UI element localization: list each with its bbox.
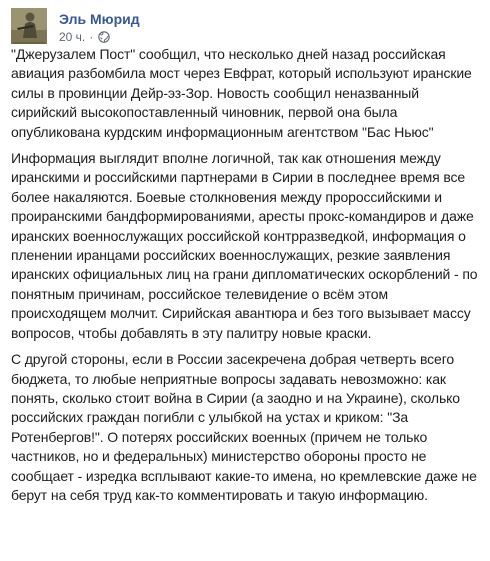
meta-separator: · [89,30,94,44]
globe-icon[interactable] [98,31,110,43]
avatar-image [11,8,47,44]
post-header [11,8,471,44]
avatar[interactable] [11,8,47,44]
post-paragraph-3: С другой стороны, если в России засекречена добрая четверть всего бюджета, то любые неприятные вопросы задавать невозможно: как понять, сколько стоит война в Сирии (а заодно и на Украине), сколько российских граждан погибли с улыбкой на устах и криком: "За Ротенбергов!". О потерях российских военных (причем не только частников, но и федеральных) министерство обороны просто не сообщает - изредка всплывают какие-то имена, но кремлевские даже не берут на себя труд как-то комментировать и такую информацию. [11,351,477,503]
author-name[interactable]: Эль Мюрид [59,11,140,27]
post-paragraph-1: "Джерузалем Пост" сообщил, что несколько дней назад российская авиация разбомбила мост через Евфрат, который используют иранские силы в провинции Дейр-эз-Зор. Новость сообщил неназванный сирийский высокопоставленный чиновник, первой она была опубликована курдским информационным агентством "Бас Ньюс" [11,46,472,140]
post-body [11,45,481,512]
post-paragraph-2: Информация выглядит вполне логичной, так как отношения между иранскими и российскими партнерами в Сирии в последнее время все более накаляются. Боевые столкновения между пророссийскими и проиранскими бандформированиями, аресты прокс-командиров и даже иранских военнослужащих российской контрразведкой, информация о пленении иранцами российских военнослужащих, резкие заявления иранских официальных лиц на грани дипломатических оскорблений - по понятным причинам, российское телевидение о всём этом происходящем молчит. Сирийская авантюра и без того вызывает массу вопросов, чтобы добавлять в эту палитру новые краски. [11,150,478,341]
post-meta [59,30,110,44]
timestamp[interactable]: 20 ч. [59,30,86,44]
